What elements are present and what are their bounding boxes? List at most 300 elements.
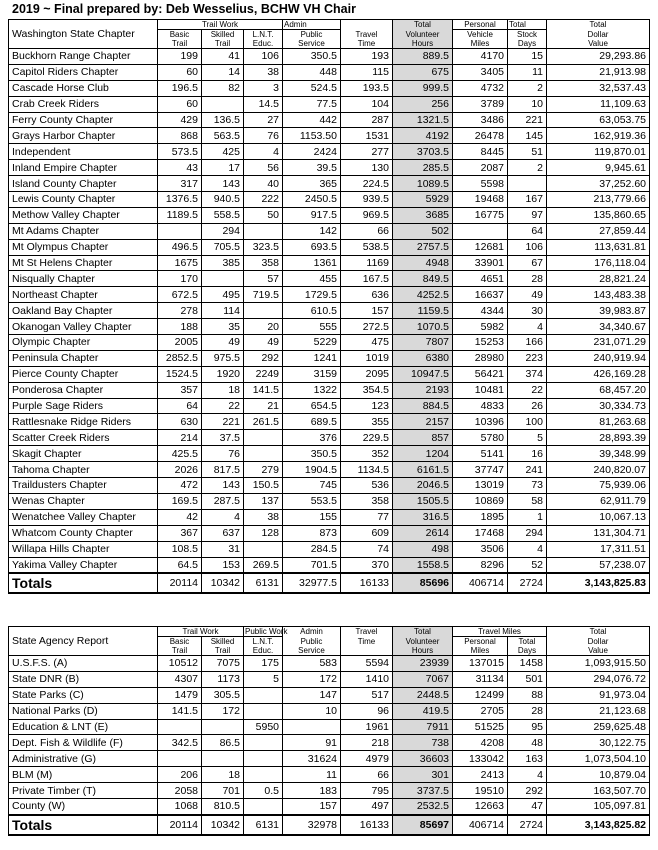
trail-work-group-header: Trail Work [158,627,244,637]
cell-value: 32,537.43 [547,80,650,96]
cell-value: 143,483.38 [547,287,650,303]
cell-value: 352 [341,446,393,462]
cell-value: 745 [283,478,341,494]
chapter-row [9,525,650,541]
cell-value: 524.5 [283,80,341,96]
cell-value: 105,097.81 [547,799,650,815]
cell-value: 2 [508,160,547,176]
cell-value: 693.5 [283,239,341,255]
row-label: Olympic Chapter [9,335,158,351]
cell-value: 11 [508,64,547,80]
cell-value: 256 [393,96,453,112]
cell-value: 13019 [453,478,508,494]
row-label: Grays Harbor Chapter [9,128,158,144]
cell-value: 1089.5 [393,176,453,192]
row-label: Nisqually Chapter [9,271,158,287]
cell-value: 49 [508,287,547,303]
cell-value [244,687,283,703]
cell-value: 3405 [453,64,508,80]
cell-value: 7067 [393,671,453,687]
cell-value: 269.5 [244,557,283,573]
cell-value: 292 [508,783,547,799]
row-label: Buckhorn Range Chapter [9,49,158,65]
cell-value: 1153.50 [283,128,341,144]
cell-value: 17 [202,160,244,176]
lnt-educ-header-1: L.N.T. [244,30,283,40]
cell-value [244,799,283,815]
cell-value: 610.5 [283,303,341,319]
cell-value: 10,879.04 [547,767,650,783]
skilled-trail-header-2: Trail [202,39,244,49]
cell-value: 34,340.67 [547,319,650,335]
cell-value: 145 [508,128,547,144]
cell-value: 1169 [341,255,393,271]
cell-value: 4 [202,509,244,525]
cell-value: 21 [244,398,283,414]
cell-value: 497 [341,799,393,815]
cell-value: 501 [508,671,547,687]
chapter-row [9,271,650,287]
cell-value: 38 [244,64,283,80]
cell-value: 114 [202,303,244,319]
public-service-header-1: Public [283,30,341,40]
cell-value: 23939 [393,656,453,672]
cell-value: 1505.5 [393,493,453,509]
chapter-row [9,80,650,96]
cell-value: 135,860.65 [547,207,650,223]
cell-value: 57 [244,271,283,287]
cell-value: 3789 [453,96,508,112]
chapter-row [9,223,650,239]
cell-value: 5 [508,430,547,446]
cell-value: 1,073,504.10 [547,751,650,767]
cell-value: 39.5 [283,160,341,176]
cell-value: 419.5 [393,703,453,719]
cell-value [202,719,244,735]
cell-value: 426,169.28 [547,366,650,382]
cell-value: 223 [508,350,547,366]
volunteer-hours-header-2: Volunteer [393,30,453,40]
cell-value: 701 [202,783,244,799]
admin-group-header: Admin [283,627,341,637]
basic-trail-header-2: Trail [158,646,202,656]
cell-value: 1322 [283,382,341,398]
cell-value: 31134 [453,671,508,687]
row-label: Oakland Bay Chapter [9,303,158,319]
cell-value: 147 [283,687,341,703]
cell-value: 10481 [453,382,508,398]
row-label: State DNR (B) [9,671,158,687]
skilled-trail-header-1: Skilled [202,30,244,40]
cell-value [244,446,283,462]
cell-value: 27,859.44 [547,223,650,239]
cell-value: 1019 [341,350,393,366]
total-value: 406714 [453,815,508,835]
total-value: 3,143,825.82 [547,815,650,835]
cell-value: 1204 [393,446,453,462]
cell-value: 214 [158,430,202,446]
row-label: Okanogan Valley Chapter [9,319,158,335]
row-label: Ferry County Chapter [9,112,158,128]
cell-value: 42 [158,509,202,525]
cell-value: 40 [244,176,283,192]
cell-value: 142 [283,223,341,239]
chapter-row [9,350,650,366]
row-label: Whatcom County Chapter [9,525,158,541]
cell-value: 1675 [158,255,202,271]
cell-value: 66 [341,223,393,239]
cell-value [453,223,508,239]
total-value: 20114 [158,815,202,835]
cell-value: 636 [341,287,393,303]
chapter-column-header: Washington State Chapter [9,20,158,49]
cell-value: 425 [202,144,244,160]
cell-value: 31624 [283,751,341,767]
cell-value: 199 [158,49,202,65]
cell-value: 2193 [393,382,453,398]
lnt-educ-header-1: L.N.T. [244,637,283,647]
chapter-row [9,255,650,271]
public-service-header-1: Public [283,637,341,647]
chapter-row [9,509,650,525]
cell-value: 22 [508,382,547,398]
lnt-educ-header-2: Educ. [244,646,283,656]
total-value: 6131 [244,815,283,835]
cell-value: 719.5 [244,287,283,303]
row-label: Tahoma Chapter [9,462,158,478]
cell-value: 137 [244,493,283,509]
cell-value: 206 [158,767,202,783]
cell-value: 287 [341,112,393,128]
cell-value: 1159.5 [393,303,453,319]
cell-value: 62,911.79 [547,493,650,509]
cell-value: 448 [283,64,341,80]
cell-value: 11 [283,767,341,783]
cell-value: 143 [202,478,244,494]
cell-value: 609 [341,525,393,541]
cell-value: 141.5 [158,703,202,719]
cell-value: 0.5 [244,783,283,799]
cell-value: 155 [283,509,341,525]
cell-value: 889.5 [393,49,453,65]
cell-value: 502 [393,223,453,239]
cell-value: 14 [202,64,244,80]
cell-value: 294 [202,223,244,239]
cell-value: 969.5 [341,207,393,223]
cell-value [244,751,283,767]
cell-value: 2532.5 [393,799,453,815]
chapter-row [9,128,650,144]
chapter-row [9,382,650,398]
cell-value: 167 [508,192,547,208]
cell-value: 137015 [453,656,508,672]
cell-value: 172 [202,703,244,719]
cell-value: 18 [202,382,244,398]
cell-value: 162,919.36 [547,128,650,144]
cell-value: 67 [508,255,547,271]
cell-value: 153 [202,557,244,573]
cell-value: 74 [341,541,393,557]
chapter-row [9,49,650,65]
cell-value: 1558.5 [393,557,453,573]
chapter-row [9,207,650,223]
cell-value: 975.5 [202,350,244,366]
cell-value: 1895 [453,509,508,525]
cell-value: 917.5 [283,207,341,223]
cell-value: 9,945.61 [547,160,650,176]
cell-value: 7911 [393,719,453,735]
row-label: Traildusters Chapter [9,478,158,494]
cell-value: 229.5 [341,430,393,446]
cell-value: 6380 [393,350,453,366]
row-label: Purple Sage Riders [9,398,158,414]
cell-value: 278 [158,303,202,319]
cell-value: 1961 [341,719,393,735]
row-label: Ponderosa Chapter [9,382,158,398]
cell-value: 4732 [453,80,508,96]
stock-days-header-2: Days [508,39,547,49]
cell-value: 939.5 [341,192,393,208]
cell-value: 163,507.70 [547,783,650,799]
cell-value: 940.5 [202,192,244,208]
cell-value: 2614 [393,525,453,541]
cell-value: 261.5 [244,414,283,430]
cell-value: 51 [508,144,547,160]
cell-value: 7807 [393,335,453,351]
cell-value: 64 [158,398,202,414]
cell-value: 150.5 [244,478,283,494]
cell-value: 131,304.71 [547,525,650,541]
total-value: 6131 [244,573,283,593]
row-label: Island County Chapter [9,176,158,192]
cell-value: 30,122.75 [547,735,650,751]
cell-value: 630 [158,414,202,430]
cell-value: 317 [158,176,202,192]
chapter-row [9,96,650,112]
row-label: National Parks (D) [9,703,158,719]
cell-value: 2087 [453,160,508,176]
cell-value: 26478 [453,128,508,144]
cell-value: 113,631.81 [547,239,650,255]
chapter-row [9,541,650,557]
cell-value: 8296 [453,557,508,573]
dollar-value-header-1: Total [547,20,650,30]
cell-value: 11,109.63 [547,96,650,112]
row-label: County (W) [9,799,158,815]
cell-value: 563.5 [202,128,244,144]
cell-value: 91 [283,735,341,751]
cell-value: 96 [341,703,393,719]
cell-value: 1729.5 [283,287,341,303]
cell-value: 367 [158,525,202,541]
cell-value: 21,123.68 [547,703,650,719]
cell-value: 95 [508,719,547,735]
cell-value: 555 [283,319,341,335]
chapter-row [9,160,650,176]
cell-value: 130 [341,160,393,176]
cell-value: 16637 [453,287,508,303]
cell-value: 1531 [341,128,393,144]
cell-value [508,176,547,192]
cell-value: 573.5 [158,144,202,160]
cell-value: 49 [202,335,244,351]
vehicle-miles-header-2: Miles [453,39,508,49]
chapter-row [9,493,650,509]
row-label: Wenatchee Valley Chapter [9,509,158,525]
cell-value: 63,053.75 [547,112,650,128]
cell-value: 123 [341,398,393,414]
cell-value: 5780 [453,430,508,446]
cell-value: 76 [202,446,244,462]
total-value: 85697 [393,815,453,835]
cell-value: 1070.5 [393,319,453,335]
cell-value: 355 [341,414,393,430]
dollar-value-header-3: Value [547,39,650,49]
cell-value: 849.5 [393,271,453,287]
cell-value: 28,893.39 [547,430,650,446]
chapter-row [9,303,650,319]
cell-value: 60 [158,64,202,80]
cell-value: 12499 [453,687,508,703]
totals-label: Totals [9,573,158,593]
cell-value: 2424 [283,144,341,160]
volunteer-hours-header-3: Hours [393,39,453,49]
dollar-value-header-2: Dollar [547,637,650,647]
row-label: Mt Adams Chapter [9,223,158,239]
cell-value: 143 [202,176,244,192]
cell-value: 77 [341,509,393,525]
basic-trail-header-1: Basic [158,30,202,40]
cell-value: 221 [202,414,244,430]
cell-value: 354.5 [341,382,393,398]
chapter-row [9,366,650,382]
cell-value: 292 [244,350,283,366]
cell-value: 241 [508,462,547,478]
cell-value: 3685 [393,207,453,223]
cell-value: 4208 [453,735,508,751]
chapter-row [9,176,650,192]
cell-value: 857 [393,430,453,446]
total-days-header-1: Total [508,637,547,647]
cell-value: 28,821.24 [547,271,650,287]
cell-value: 91,973.04 [547,687,650,703]
cell-value: 1904.5 [283,462,341,478]
total-value: 32978 [283,815,341,835]
cell-value: 884.5 [393,398,453,414]
cell-value: 496.5 [158,239,202,255]
cell-value: 19468 [453,192,508,208]
cell-value: 738 [393,735,453,751]
page-title: 2019 ~ Final prepared by: Deb Wesselius, BCHW VH Chair [12,2,356,16]
volunteer-hours-header-1: Total [393,627,453,637]
row-label: Lewis County Chapter [9,192,158,208]
chapter-row [9,64,650,80]
travel-time-header-1: Travel [341,627,393,637]
cell-value: 2 [508,80,547,96]
cell-value: 5950 [244,719,283,735]
cell-value: 357 [158,382,202,398]
cell-value: 38 [244,509,283,525]
cell-value [158,751,202,767]
cell-value: 2757.5 [393,239,453,255]
cell-value: 33901 [453,255,508,271]
cell-value: 868 [158,128,202,144]
total-value: 20114 [158,573,202,593]
cell-value: 425.5 [158,446,202,462]
cell-value: 259,625.48 [547,719,650,735]
cell-value: 136.5 [202,112,244,128]
cell-value: 675 [393,64,453,80]
cell-value: 5229 [283,335,341,351]
row-label: Northeast Chapter [9,287,158,303]
cell-value: 583 [283,656,341,672]
cell-value: 37747 [453,462,508,478]
cell-value: 14.5 [244,96,283,112]
cell-value: 231,071.29 [547,335,650,351]
cell-value: 999.5 [393,80,453,96]
cell-value [283,719,341,735]
cell-value: 272.5 [341,319,393,335]
cell-value: 455 [283,271,341,287]
total-value: 85696 [393,573,453,593]
cell-value: 6161.5 [393,462,453,478]
cell-value: 1134.5 [341,462,393,478]
cell-value: 82 [202,80,244,96]
chapter-row [9,144,650,160]
cell-value: 5598 [453,176,508,192]
cell-value: 4307 [158,671,202,687]
agency-row [9,656,650,672]
cell-value: 60 [158,96,202,112]
lnt-educ-header-2: Educ. [244,39,283,49]
cell-value: 193.5 [341,80,393,96]
cell-value: 1376.5 [158,192,202,208]
cell-value: 28980 [453,350,508,366]
cell-value: 1,093,915.50 [547,656,650,672]
cell-value [202,96,244,112]
cell-value: 358 [244,255,283,271]
cell-value: 3486 [453,112,508,128]
cell-value: 2705 [453,703,508,719]
cell-value: 4 [508,319,547,335]
cell-value: 66 [341,767,393,783]
cell-value: 16775 [453,207,508,223]
cell-value: 224.5 [341,176,393,192]
agency-row [9,735,650,751]
skilled-trail-header-2: Trail [202,646,244,656]
cell-value: 285.5 [393,160,453,176]
cell-value: 2095 [341,366,393,382]
cell-value: 218 [341,735,393,751]
cell-value: 49 [244,335,283,351]
cell-value: 30 [508,303,547,319]
agency-column-header: State Agency Report [9,627,158,656]
cell-value: 222 [244,192,283,208]
cell-value: 3737.5 [393,783,453,799]
cell-value: 429 [158,112,202,128]
cell-value: 475 [341,335,393,351]
agency-row [9,719,650,735]
personal-group-header: Personal [453,20,508,30]
cell-value: 48 [508,735,547,751]
public-work-group-header: Public Work [245,627,288,636]
cell-value: 163 [508,751,547,767]
cell-value [244,541,283,557]
chapters-table [8,19,650,594]
cell-value: 795 [341,783,393,799]
cell-value: 104 [341,96,393,112]
agency-row [9,671,650,687]
